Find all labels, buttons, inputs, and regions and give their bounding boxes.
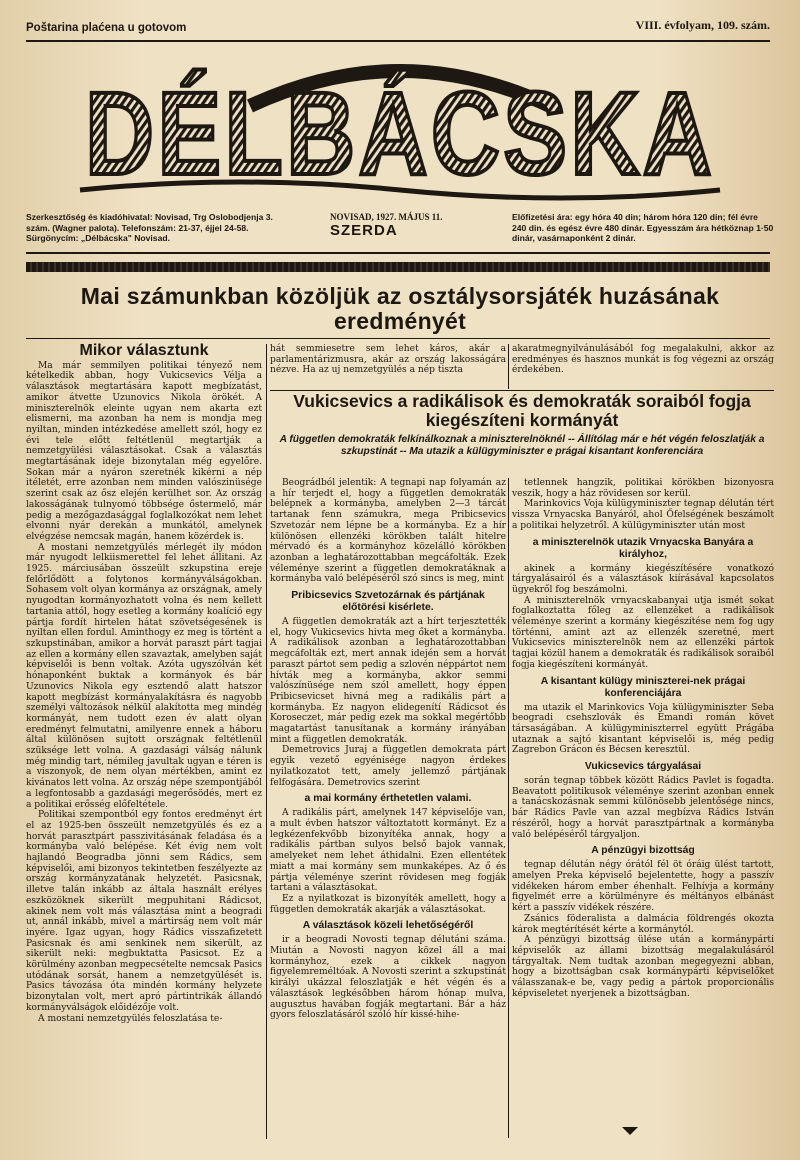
article-paragraph: tetlennek hangzik, politikai körökben bizonyosra veszik, hogy a ház rövidesen sor kerül. (512, 478, 774, 499)
end-mark-icon (622, 1120, 638, 1139)
main-article-title: Vukicsevics a radikálisok és demokraták soraiból fogja kiegészíteni kormányát (293, 391, 751, 430)
article-paragraph: Zsánics föderalista a dalmácia földrengés okozta károk megtérítését kérte a kormánytól. (512, 913, 774, 935)
top-line (26, 18, 770, 38)
article-paragraph: ma utazik el Marinkovics Voja külügyminiszter Seba beogradi csehszlovák és Emandi román követ társaságában. A külügyminiszterrel együtt Prágába utaznak a sajtó kisantant képviselői is, még pedig Zagrebon Grácon és Bécsen keresztül. (512, 702, 774, 756)
column-divider (508, 478, 509, 1138)
main-article-subtitle: A független demokraták felkínálkoznak a miniszterelnöknél -- Állítólag már e hét végén feloszlatják a szkupstinát -- Ma utazik a külügyminiszter e prágai kisantant konferenciára (279, 434, 765, 457)
masthead (80, 46, 720, 200)
left-paragraph: Politikai szempontból egy fontos eredményt ért el az 1925-ben összeült nemzetgyülés és ez a horvát parasztpárt passzivitásának feladása és a kormányba való belépése. Két évig nem volt hajlandó Beogradba jönni sem Rádics, sem képviselői, ami bizonyos tekintetben feszélyezte az ország kormányzatának helyzetét. Pasicsnak, illetve talán inkább az általa használt erélyes eszközöknek sikerült megpuhitani Rádicsot, akinek nem volt más választása mint a beogradi ut, annál inkább, mivel a mártirság nem volt már inyére. Igaz ugyan, hogy Rádics visszafizetett Pasicsnak és ami senkinek nem sikerült, az sikerült neki: megbuktatta Pasicsot. Ez a körülmény azonban megpecsételte nemcsak Pasics utódának sorsát, hanem a nemzetgyülését is. Pasics távozása óta mindén kormány helyzete bizonytalan volt, mert apró pártintrikák állandó kormányválságok előidézője volt. (26, 810, 262, 1013)
headline-rule (26, 338, 770, 339)
subheading: A kisantant külügy miniszterei-nek prágai konferenciájára (540, 675, 746, 699)
article-paragraph: során tegnap többek között Rádics Pavlet is fogadta. Beavatott politikusok véleménye szerint azonban ennek a tanácskozásnak semmi különösebb jelentősége nincs, bár Rádics Pavle van azzal megbízva Rádics István részéről, hogy a horvát parasztpártnak a kormányba való belépéséről tárgyaljon. (512, 776, 774, 840)
article-paragraph: A pénzügyi bizottság ülése után a kormánypárti képviselők az állami bizottság megalakulásáról tárgyaltak. Nem tudtak azonban megegyezni abban, hogy a bizottságban csak kormánypárti képviselőket válasszanak-e be, vagy pedig a pártok proporcionális képviseletet nyerjenek a bizottságban. (512, 935, 774, 999)
subheading: Vukicsevics tárgyalásai (584, 761, 702, 773)
article-paragraph: A radikális párt, amelynek 147 képviselője van, a mult évben hatszor változtatott kormányt. Ez a legkézenfekvőbb bizonyítéka annak, hogy a radikális pártban sulyos belső bajok vannak, amelyeket nem lehet áthidalni. Ezen ellentétek miatt a mai kormány sem munkaképes. Az ő és pártja véleménye szerint rövidesen meg fogják tartani a választásokat. (270, 808, 506, 894)
subscription-info: Előfizetési ára: egy hóra 40 din; három hóra 120 din; fél évre 240 din. és egész évre 480 dinár. Egyesszám ára hétköznap 1·50 dinár, vasárnaponként 2 dinár. (512, 212, 774, 243)
article-paragraph: akinek a kormány kiegészítésére vonatkozó tárgyalásairól és a választások kiírásával kapcsolatos ügyekről fog beszámolni. (512, 563, 774, 595)
article-paragraph: Ez a nyilatkozat is bizonyíték amellett, hogy a független demokraták akarják a választásokat. (270, 893, 506, 915)
date-block (330, 212, 500, 239)
article-paragraph: ir a beogradi Novosti tegnap délutáni száma. Miután a Novosti nagyon közel áll a mai kormányhoz, ezek a cikkek nagyon figyelemreméltóak. A Novosti szerint a szkupstinát királyi ukázzal feloszlatják e hét végén és a választások legkésőbben három hónap mulva, augusztus havában fogják megtartani. Bár a ház gyors feloszlatásáról szóló hír kissé-hihe- (270, 935, 506, 1021)
subheading: Pribicsevics Szvetozárnak és pártjának előtörési kisérlete. (291, 590, 485, 614)
left-paragraph: A mostani nemzetgyülés mérlegét ily módon már nyugodt lelkiismerettel fel lehet állitani. Az 1925. márciusában összeült szkupstina ereje felőrlődött a folytonos kormányválságokban. Sohasem volt olyan kormánya az országnak, amely nyugodtan kormányozhatott volna és nem kellett tartania attól, hogy esetleg a kormány koalíció egy pártja fordít hirtelen hátat szövetségesének is nyiltan ellen fordul. Aminthogy ez meg is történt a szkupstinában, amikor a horvát paraszt párt tagjai az ellen a kormány ellen szavaztak, amelyben saját képviselői is benn voltak. Azóta ugyszólván két hónaponként buktak a kormányok és bár Uzunovics Nikola egy esztendő alatt hatszor kapott megbízást kormányalakításra és nagyobb személyi változások nélkül alakította meg mindég kormányát, nem tudott ezen év alatt olyan eredményt felmutatni, amilyenre ennek a háboru által különösen sujtott országnak feltétlenül szüksége lett volna. A gazdasági válság nálunk még mindig tart, némileg javultak ugyan e téren is a viszonyok, de nem olyan mértékben, amint ez kivánatos lett volna. Az ország népe szempontjából a legfontosabb a gazdasági megerősödés, mert ez a politikai erősség előfeltétele. (26, 542, 262, 810)
subheading: a miniszterelnök utazik Vrnyacska Banyára a királyhoz, (532, 536, 754, 560)
article-paragraph: A független demokraták azt a hírt terjesztették el, hogy Vukicsevics hivta meg őket a kormányba. A radikálisok azonban a leghatározottabban megcáfolták ezt, mert annak idején sem a horvát paraszt pártot sem pedig a szlovén néppártot nem hívták meg a kormányba, akkor semmi valószínüsége nem szól amellett, hogy éppen Pribicsevicset hivná meg a radikális párt a kormányba. Ez nagyon elidegenítí Rádicsot és Koroseczet, már pedig ezek ma sokkal megértőbb magatartást tanusítanak a kormány irányában mint a független demokraták. (270, 617, 506, 745)
main-article-col3 (512, 478, 774, 1138)
subheading: A választások közeli lehetőségéről (302, 920, 474, 932)
masthead-title: DÉLBÁCSKA (85, 68, 715, 200)
article-paragraph: Demetrovics Juraj a független demokrata párt egyik vezető egyénisége nagyon érdekes nyilatkozatot tett, amely jellemző pártjának felfogására. Demetrovics szerint (270, 745, 506, 788)
column-divider (266, 344, 267, 1139)
edition-number: VIII. évfolyam, 109. szám. (635, 18, 770, 32)
top-rule (26, 40, 770, 42)
continuation-col2 (270, 344, 506, 394)
issue-date: NOVISAD, 1927. MÁJUS 11. (330, 212, 443, 222)
main-headline: Mai számunkban közöljük az osztálysorsjáték huzásának eredményét (80, 283, 720, 334)
masthead-logo (80, 46, 720, 200)
article-paragraph: Marinkovics Voja külügyminiszter tegnap délután tért vissza Vrnyacska Banyáról, ahol Őfelségének beszámolt a politikai helyzetről. A külügyminiszter után most (512, 499, 774, 531)
continuation-text: akaratmegnyilvánulásából fog megalakulni, akkor az eredményes és hasznos munkát is fog végezni az ország érdekében. (512, 344, 774, 376)
left-article (26, 344, 262, 1139)
decorative-stripe (26, 262, 770, 272)
left-article-title: Mikor választunk (79, 342, 209, 359)
left-paragraph: A mostani nemzetgyülés feloszlatása te- (38, 1013, 223, 1024)
article-paragraph: Beográdból jelentik: A tegnapi nap folyamán az a hír terjedt el, hogy a független demokraták belépnek a kormányba, amelyben 2—3 tárcát tartanak fenn számukra, mega Pribicsevics Szvetozár nem lépne be a kormányba. Ez a hír különösen ellenzéki körökben talált hitelre mérvadó és a kormányhoz közelálló körökben azonban a leghatározottabban megcáfolták. Ezek véleménye szerint a független demokratáknak a kormányba való belépéséről szó sincs is meg, mint (270, 478, 506, 585)
info-rule (26, 252, 770, 254)
postage-note: Poštarina plaćena u gotovom (26, 22, 187, 34)
continuation-text: hát semmiesetre sem lehet káros, akár a parlamentárizmusra, akár az ország lakosságára nézve. Ha az uj nemzetgyülés a nép tiszta (270, 344, 506, 376)
issue-day: SZERDA (330, 221, 398, 239)
column-divider (508, 344, 509, 389)
main-article-col2 (270, 478, 506, 1138)
subheading: a mai kormány érthetetlen valami. (304, 793, 472, 805)
subheading: A pénzügyi bizottság (591, 845, 695, 857)
article-paragraph: A miniszterelnök vrnyacskabanyai utja ismét sokat foglalkoztatta főleg az ellenzéket a radikálisok véleménye szerint a kormány kiegészítése nem fog ugy történni, amint azt az ellenzék szeretné, mert Vukicsevics miniszterelnök nem az ellenzéki pártok tagjai közül hanem a demokraták és radikálisok soraiból fogja kiegészíteni kormányát. (512, 595, 774, 670)
left-paragraph: Ma már semmilyen politikai tényező nem kételkedik abban, hogy Vukicsevics Vélja a választások megtartására kapott megbízatást, amikor átvette Uzunovics Nikola örökét. A miniszterelnök eleinte ugyan nem akarta ezt elismerni, ma azonban ha nem is mondja meg nyiltan, minden intézkedése amellett szól, hogy ez évi tele előtt feltétlenül megtartják a nemzetgyülési választásokat. Csak a választás megtartásának ideje bizonytalan még egyelőre. Sokan már a nyáron szeretnék kikérni a nép itéletét, erre azonban nem minden valószinüsége szerint csak az ősz elején kerülhet sor. Az ország lakosságának tulnyomó többsége őstermelő, már pedig a mezőgazdasággal foglalkozókat nem lehet elvonni nyár derekán a munkától, amelynek elvégzése nemcsak magán, hanem közérdek is. (26, 360, 262, 542)
editorial-info: Szerkesztőség és kiadóhivatal: Novisad, Trg Oslobodjenja 3. szám. (Wagner palota). Telefonszám: 21-37, éjjel 24-58. Sürgönycím: „Délbácska" Novisad. (26, 212, 273, 243)
continuation-col3 (512, 344, 774, 394)
article-paragraph: tegnap délután négy órától fél öt óráig ülést tartott, amelyen Preka képviselő bejelentette, hogy a passzív vidékeken három ember éhenhalt. Felhívja a kormány figyelmét erre a körülményre és méltányos elbánást kért a passzív vidékek részére. (512, 860, 774, 914)
